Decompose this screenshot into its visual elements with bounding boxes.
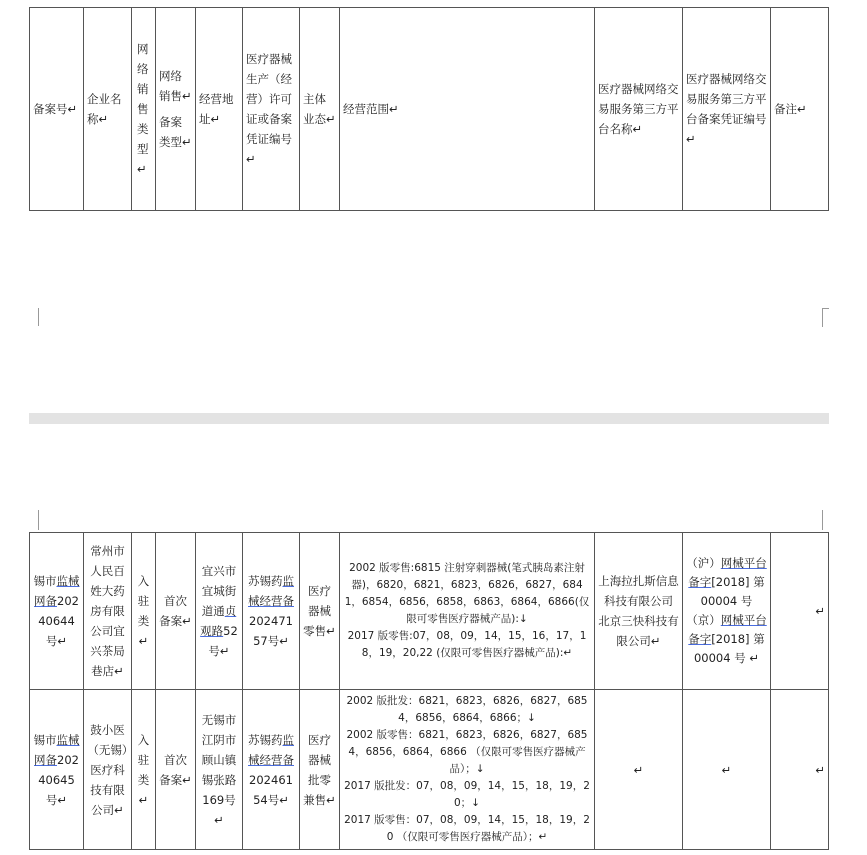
address-part1: 宜兴市宜城街道通	[201, 564, 237, 618]
platform-no-1-suffix: [2018] 第 00004 号	[700, 575, 765, 608]
data-table	[29, 532, 829, 850]
reg-no-mid: 监械网备	[34, 574, 80, 608]
table-row	[30, 533, 829, 690]
company: 常州市人民百姓大药房有限公司宜兴茶局巷店↵	[84, 533, 132, 690]
address	[196, 533, 243, 690]
reg-no-mid: 监械网备	[34, 732, 80, 767]
header-license: 医疗器械生产（经营）许可证或备案凭证编号↵	[243, 8, 300, 211]
company: 鼓小医（无锡）医疗科技有限公司↵	[84, 690, 132, 850]
scope-line: 2002 版零售：6821，6823，6826，6827，6854，6856，6864，6866 （仅限可零售医疗器械产品）；↓	[346, 729, 588, 775]
license-part2: 监械经营备	[248, 574, 294, 608]
sales-type: 入驻类↵	[132, 533, 156, 690]
header-platform: 医疗器械网络交易服务第三方平台名称↵	[595, 8, 683, 211]
platform-no-2-mid: 网械平台备字	[688, 613, 767, 646]
reg-no-suffix: 20240644号↵	[38, 594, 79, 648]
license-part1: 苏锡药	[248, 574, 283, 588]
scope-line: 2017 版零售：07，08，09，14，15，18，19，20 （仅限可零售医疗器械产品）；↵	[344, 814, 590, 843]
platform-no-2-prefix: （京）	[686, 613, 721, 627]
corner-mark-left	[32, 308, 39, 326]
header-sales-type: 网络销售类型↵	[132, 8, 156, 211]
license-no	[243, 690, 300, 850]
platform-no-2	[686, 611, 767, 668]
header-table	[29, 7, 829, 211]
license-part3: 20247157号↵	[249, 614, 293, 648]
scope-line: 2017 版批发：07，08，09，14，15，18，19，20；↓	[344, 780, 590, 809]
platform-no-2-suffix: [2018] 第 00004 号 ↵	[693, 632, 765, 665]
header-filing-type-line2: 备案类型↵	[159, 115, 192, 149]
reg-no-prefix: 锡市	[33, 574, 57, 588]
filing-type: 首次备案↵	[156, 533, 196, 690]
header-scope: 经营范围↵	[340, 8, 595, 211]
header-address: 经营地址↵	[196, 8, 243, 211]
page-gap	[29, 413, 829, 424]
header-reg-no: 备案号↵	[30, 8, 84, 211]
platform-no-1	[686, 554, 767, 611]
header-platform-no: 医疗器械网络交易服务第三方平台备案凭证编号↵	[683, 8, 771, 211]
filing-type: 首次备案↵	[156, 690, 196, 850]
remark: ↵	[771, 533, 829, 690]
platform-no-1-mid: 网械平台备字	[688, 556, 767, 589]
platform-no	[683, 533, 771, 690]
scope	[340, 690, 595, 850]
corner-mark-left-2	[32, 510, 39, 530]
reg-no-suffix: 20240645号↵	[38, 752, 79, 807]
address-part2: 贞观路	[200, 604, 237, 638]
header-filing-type-line1: 网络销售↵	[159, 69, 192, 103]
reg-no-prefix: 锡市	[33, 732, 57, 747]
reg-no	[30, 533, 84, 690]
address-part3: 52号↵	[208, 624, 238, 658]
sales-type: 入驻类↵	[132, 690, 156, 850]
scope-line: 2002 版批发：6821，6823，6826，6827，6854，6856，6864，6866；↓	[346, 695, 588, 724]
platform-no-1-prefix: （沪）	[686, 556, 721, 570]
platform-name: ↵	[595, 690, 683, 850]
address: 无锡市江阴市顾山镇锡张路169号↵	[196, 690, 243, 850]
corner-mark-right	[822, 308, 829, 327]
corner-mark-right-2	[822, 510, 829, 530]
license-part2: 监械经营备	[248, 732, 294, 767]
scope-line: 2002 版零售:6815 注射穿刺器械(笔式胰岛素注射器)，6820，6821，6823，6826，6827，6841，6854，6856，6858，6863，6864，6866(仅限可零售医疗器械产品):↓	[344, 562, 590, 625]
table-row	[30, 690, 829, 850]
header-remark: 备注↵	[771, 8, 829, 211]
remark: ↵	[771, 690, 829, 850]
platform-name: 上海拉扎斯信息科技有限公司 北京三快科技有限公司↵	[595, 533, 683, 690]
business-type: 医疗器械零售↵	[300, 533, 340, 690]
scope	[340, 533, 595, 690]
header-company: 企业名称↵	[84, 8, 132, 211]
license-part1: 苏锡药	[248, 732, 283, 747]
header-business: 主体业态↵	[300, 8, 340, 211]
platform-no: ↵	[683, 690, 771, 850]
business-type: 医疗器械批零兼售↵	[300, 690, 340, 850]
header-filing-type	[156, 8, 196, 211]
license-no	[243, 533, 300, 690]
scope-line: 2017 版零售:07，08，09，14，15，16，17，18，19，20,22 (仅限可零售医疗器械产品):↵	[347, 630, 587, 659]
license-part3: 20246154号↵	[249, 772, 293, 807]
reg-no	[30, 690, 84, 850]
